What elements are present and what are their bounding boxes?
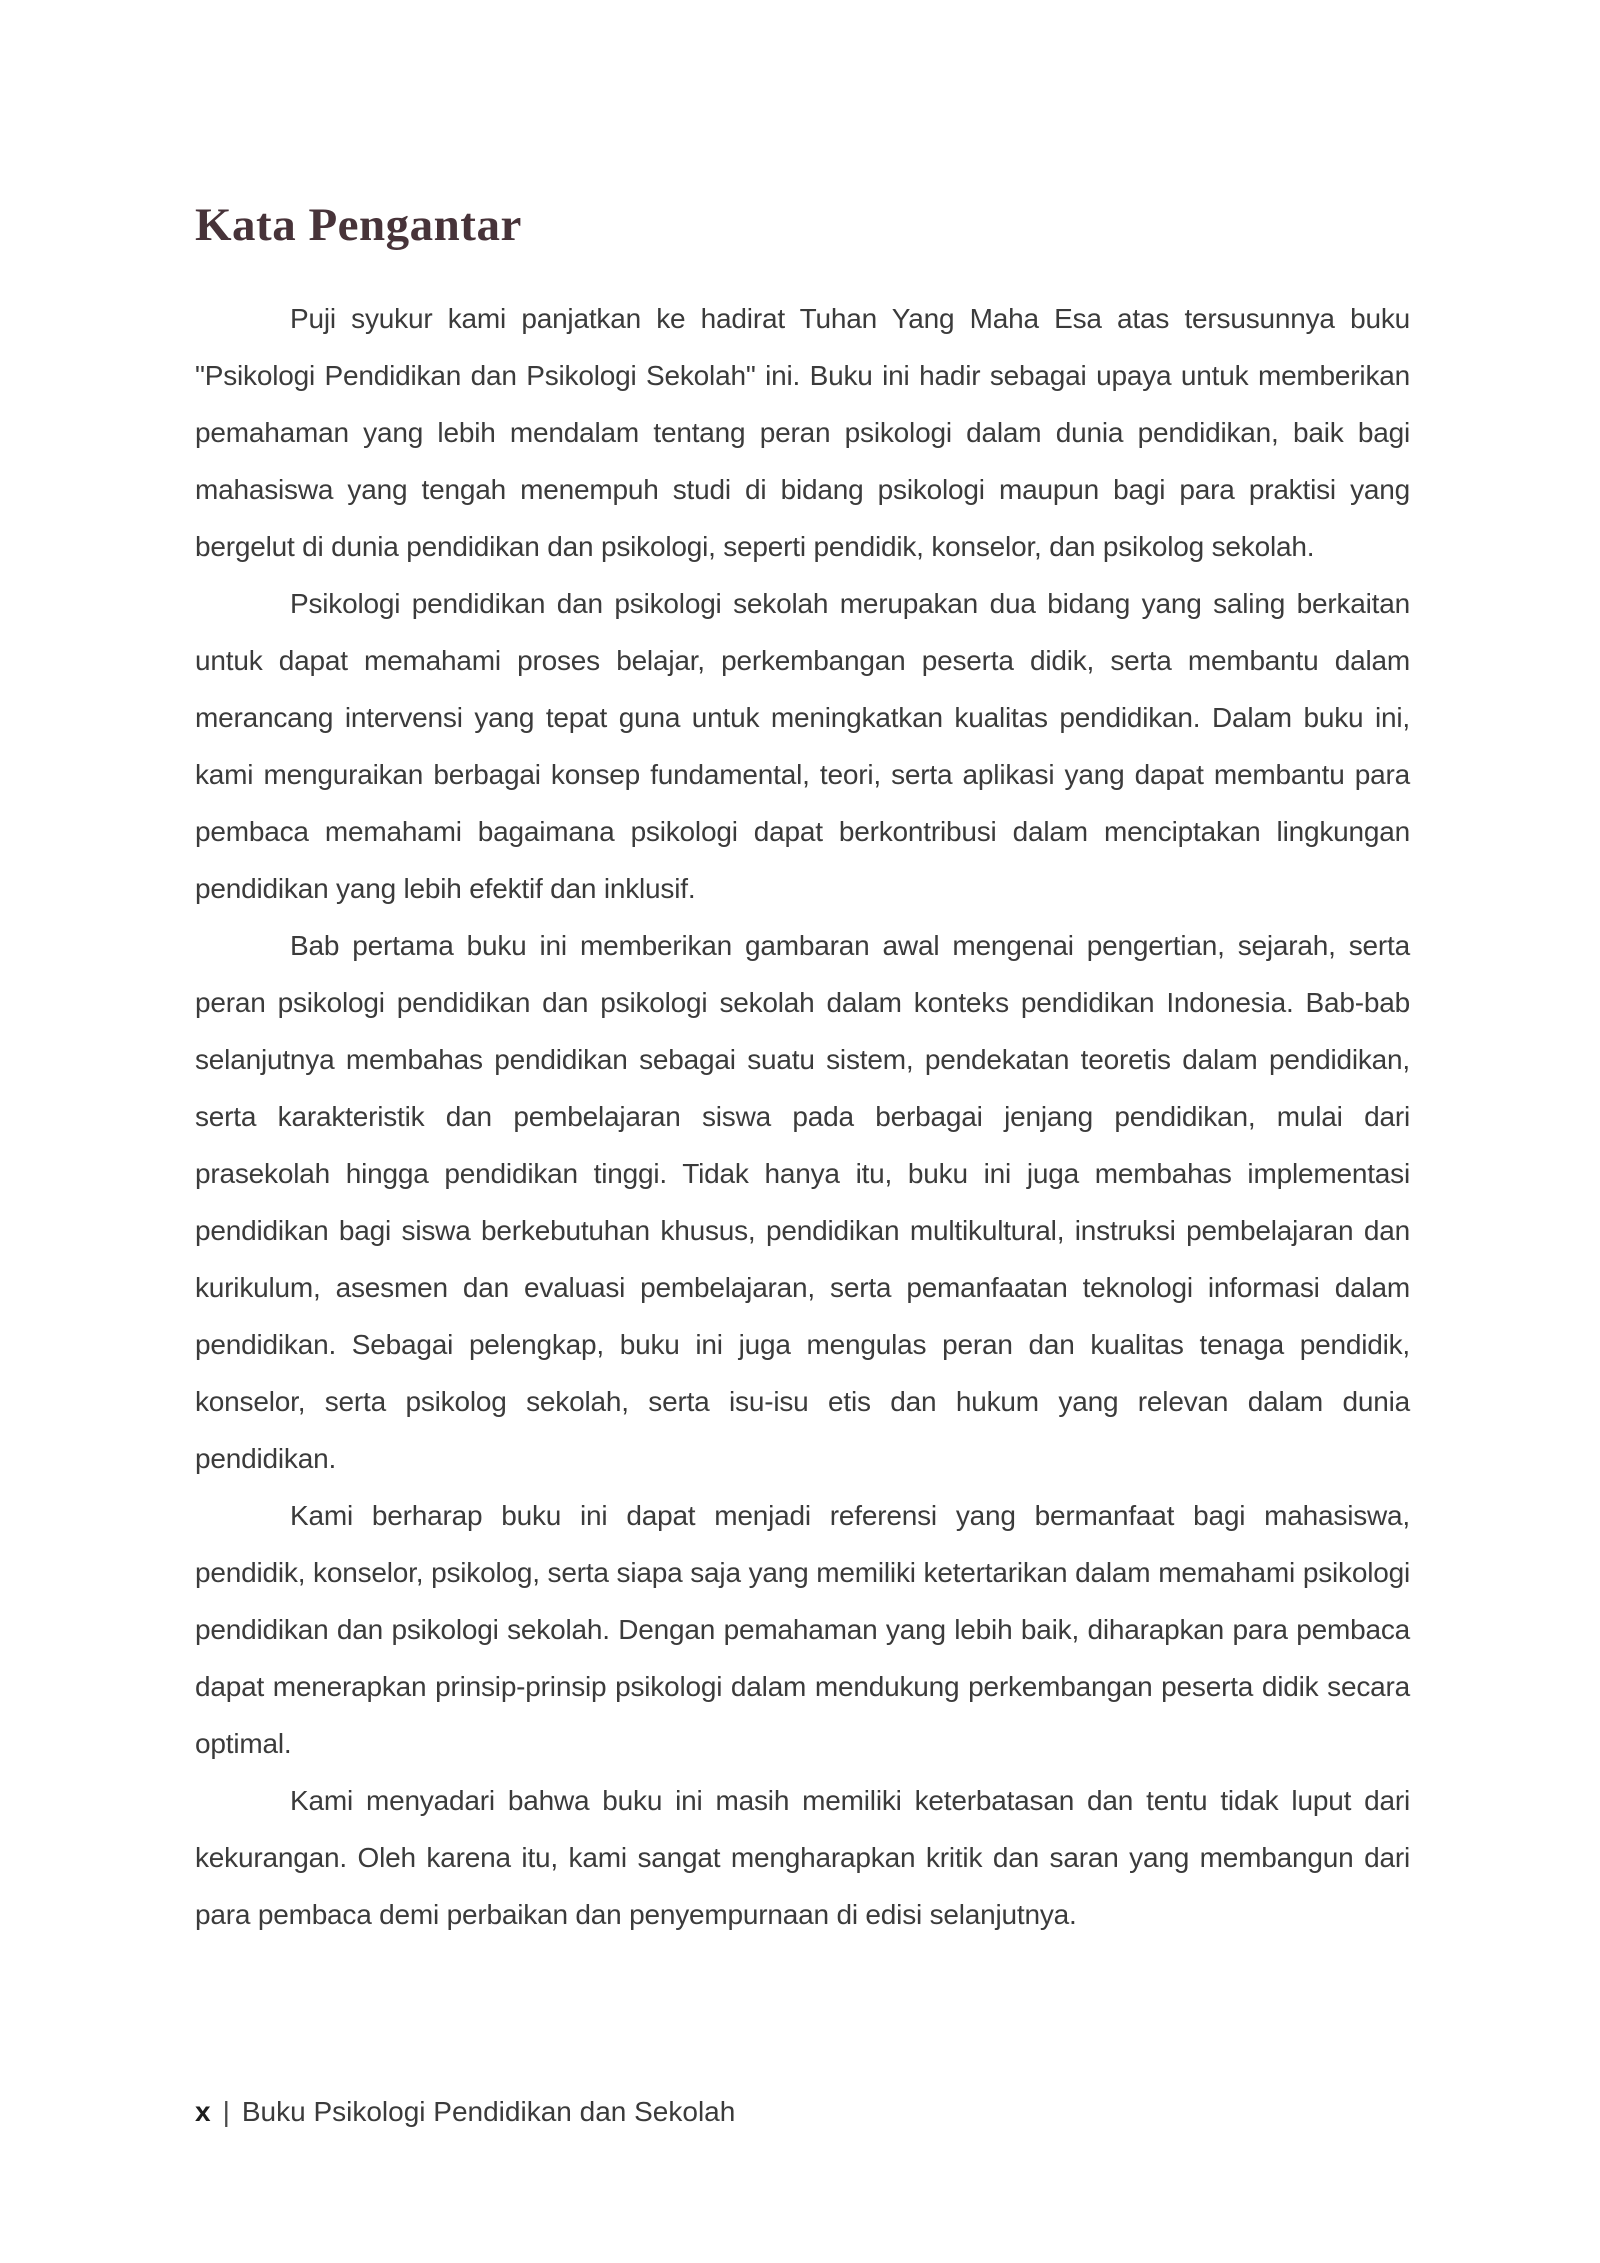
- paragraph-2: Psikologi pendidikan dan psikologi sekolah merupakan dua bidang yang saling berkaitan untuk dapat memahami proses belajar, perkembangan peserta didik, serta membantu dalam merancang intervensi yang tepat guna untuk meningkatkan kualitas pendidikan. Dalam buku ini, kami menguraikan berbagai konsep fundamental, teori, serta aplikasi yang dapat membantu para pembaca memahami bagaimana psikologi dapat berkontribusi dalam menciptakan lingkungan pendidikan yang lebih efektif dan inklusif.: [195, 587, 1410, 904]
- paragraph-3: Bab pertama buku ini memberikan gambaran awal mengenai pengertian, sejarah, serta peran psikologi pendidikan dan psikologi sekolah dalam konteks pendidikan Indonesia. Bab-bab selanjutnya membahas pendidikan sebagai suatu sistem, pendekatan teoretis dalam pendidikan, serta karakteristik dan pembelajaran siswa pada berbagai jenjang pendidikan, mulai dari prasekolah hingga pendidikan tinggi. Tidak hanya itu, buku ini juga membahas implementasi pendidikan bagi siswa berkebutuhan khusus, pendidikan multikultural, instruksi pembelajaran dan kurikulum, asesmen dan evaluasi pembelajaran, serta pemanfaatan teknologi informasi dalam pendidikan. Sebagai pelengkap, buku ini juga mengulas peran dan kualitas tenaga pendidik, konselor, serta psikolog sekolah, serta isu-isu etis dan hukum yang relevan dalam dunia pendidikan.: [195, 929, 1410, 1474]
- paragraph-5: Kami menyadari bahwa buku ini masih memiliki keterbatasan dan tentu tidak luput dari kekurangan. Oleh karena itu, kami sangat mengharapkan kritik dan saran yang membangun dari para pembaca demi perbaikan dan penyempurnaan di edisi selanjutnya.: [195, 1784, 1410, 1930]
- paragraph-1: Puji syukur kami panjatkan ke hadirat Tuhan Yang Maha Esa atas tersusunnya buku "Psikologi Pendidikan dan Psikologi Sekolah" ini. Buku ini hadir sebagai upaya untuk memberikan pemahaman yang lebih mendalam tentang peran psikologi dalam dunia pendidikan, baik bagi mahasiswa yang tengah menempuh studi di bidang psikologi maupun bagi para praktisi yang bergelut di dunia pendidikan dan psikologi, seperti pendidik, konselor, dan psikolog sekolah.: [195, 302, 1410, 562]
- page-content: [195, 200, 1410, 1943]
- page-footer: [195, 2096, 735, 2128]
- page-number: x: [195, 2096, 211, 2127]
- book-title: Buku Psikologi Pendidikan dan Sekolah: [241, 2096, 736, 2127]
- footer-separator: |: [222, 2096, 230, 2127]
- paragraph-4: Kami berharap buku ini dapat menjadi referensi yang bermanfaat bagi mahasiswa, pendidik, konselor, psikolog, serta siapa saja yang memiliki ketertarikan dalam memahami psikologi pendidikan dan psikologi sekolah. Dengan pemahaman yang lebih baik, diharapkan para pembaca dapat menerapkan prinsip-prinsip psikologi dalam mendukung perkembangan peserta didik secara optimal.: [195, 1499, 1410, 1759]
- page-title: Kata Pengantar: [195, 199, 522, 251]
